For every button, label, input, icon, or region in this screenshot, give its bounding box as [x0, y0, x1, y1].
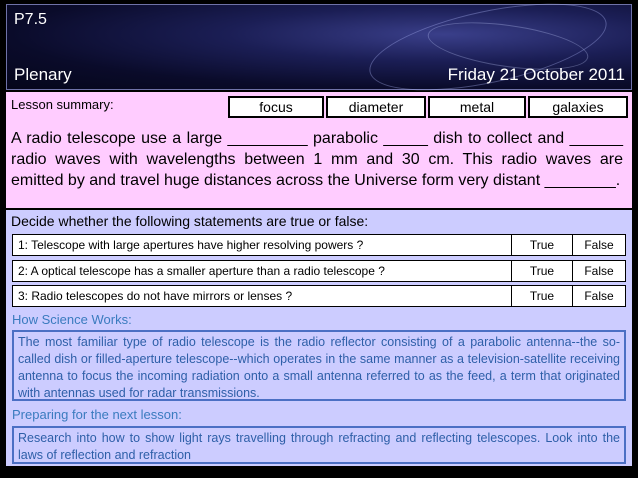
word-bank-metal[interactable]: metal	[428, 96, 526, 118]
how-science-works-title: How Science Works:	[12, 312, 132, 327]
true-option[interactable]: True	[511, 234, 573, 256]
how-science-works-panel	[6, 310, 632, 404]
question-row	[12, 260, 626, 282]
question-statement: 3: Radio telescopes do not have mirrors or lenses ?	[12, 285, 512, 307]
next-lesson-title: Preparing for the next lesson:	[12, 407, 182, 422]
lesson-summary-panel	[6, 92, 632, 208]
word-bank-focus[interactable]: focus	[228, 96, 324, 118]
slide-header	[6, 4, 632, 90]
summary-paragraph: A radio telescope use a large _________ parabolic _____ dish to collect and ______ radio waves with wavelengths between 1 mm and 30 cm. This radio waves are emitted by and travel huge distances across the Universe form very distant ________.	[11, 130, 623, 189]
true-false-instructions: Decide whether the following statements are true or false:	[11, 213, 369, 229]
lesson-summary-label: Lesson summary:	[11, 97, 114, 112]
question-statement: 2: A optical telescope has a smaller aperture than a radio telescope ?	[12, 260, 512, 282]
how-science-works-text: The most familiar type of radio telescope is the radio reflector consisting of a parabolic antenna--the so-called dish or filled-aperture telescope--which operates in the same manner as a television-satellite receiving antenna to focus the incoming radiation onto a small antenna referred to as the feed, a term that originated with antennas used for radar transmissions.	[12, 330, 626, 401]
word-bank-galaxies[interactable]: galaxies	[528, 96, 628, 118]
true-false-panel	[6, 209, 632, 310]
true-option[interactable]: True	[511, 260, 573, 282]
lesson-date: Friday 21 October 2011	[447, 65, 625, 84]
section-title: Plenary	[14, 65, 72, 84]
next-lesson-text: Research into how to show light rays travelling through refracting and reflecting telescopes. Look into the laws of reflection and refraction	[12, 426, 626, 464]
question-statement: 1: Telescope with large apertures have higher resolving powers ?	[12, 234, 512, 256]
false-option[interactable]: False	[572, 234, 626, 256]
true-option[interactable]: True	[511, 285, 573, 307]
word-bank-diameter[interactable]: diameter	[326, 96, 426, 118]
false-option[interactable]: False	[572, 285, 626, 307]
false-option[interactable]: False	[572, 260, 626, 282]
next-lesson-panel	[6, 404, 632, 466]
question-row	[12, 285, 626, 307]
question-row	[12, 234, 626, 256]
lesson-code: P7.5	[14, 11, 47, 28]
